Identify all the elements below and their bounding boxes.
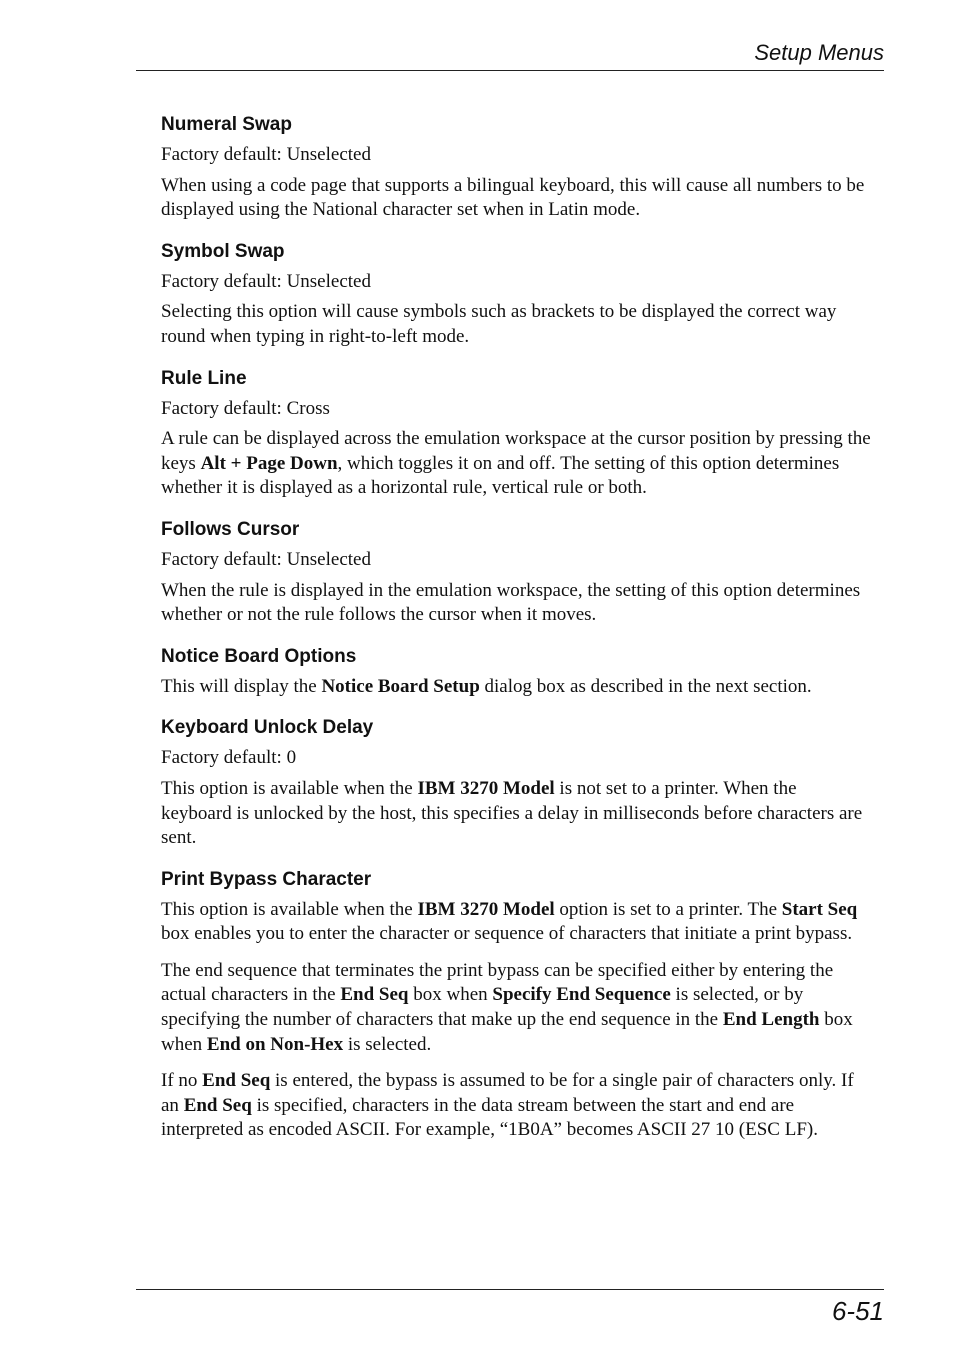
section-heading: Rule Line (161, 367, 247, 389)
ui-term: End Seq (183, 1094, 252, 1116)
section-body: Selecting this option will cause symbols such as brackets to be displayed the correct way round when typing in right-to-left mode. (161, 301, 837, 347)
body-text: is specified, characters in the data stream between the start and end are interpreted as encoded ASCII. For example, “1B0A” becomes ASCII 27 10 (ESC LF). (161, 1094, 818, 1141)
section-numeral-swap (161, 112, 871, 223)
body-text: is entered, the bypass is assumed to be for a single pair of characters only. If an (161, 1070, 854, 1116)
body-text: dialog box as described in the next section. (479, 675, 812, 697)
page-content (161, 112, 871, 1159)
section-symbol-swap (161, 239, 871, 350)
body-text: If no (161, 1070, 203, 1092)
body-text: box when (161, 1009, 853, 1055)
factory-default: Factory default: Cross (161, 397, 330, 419)
body-text: is not set to a printer. When the keyboard is unlocked by the host, this specifies a delay in milliseconds before characters are sent. (161, 777, 863, 849)
section-print-bypass-character (161, 867, 871, 1143)
ui-term: IBM 3270 Model (417, 898, 555, 920)
body-text: box when (408, 984, 493, 1006)
section-heading: Keyboard Unlock Delay (161, 717, 374, 739)
body-text: box enables you to enter the character or sequence of characters that initiate a print bypass. (161, 923, 853, 945)
section-notice-board-options (161, 644, 871, 700)
section-heading: Symbol Swap (161, 240, 285, 262)
factory-default: Factory default: Unselected (161, 270, 371, 292)
body-text: This will display the (161, 675, 322, 697)
body-text: This option is available when the (161, 898, 418, 920)
section-heading: Print Bypass Character (161, 868, 372, 890)
body-text: option is set to a printer. The (554, 898, 782, 920)
ui-term: End on Non-Hex (206, 1033, 344, 1055)
section-body (161, 777, 871, 851)
section-body (161, 898, 871, 947)
factory-default: Factory default: Unselected (161, 144, 371, 165)
ui-term: IBM 3270 Model (417, 777, 555, 799)
body-text: The end sequence that terminates the print bypass can be specified either by entering the actual characters in the (161, 959, 834, 1006)
body-text: A rule can be displayed across the emulation workspace at the cursor position by pressing the keys (161, 428, 871, 474)
section-body: When the rule is displayed in the emulation workspace, the setting of this option determines whether or not the rule follows the cursor when it moves. (161, 579, 861, 626)
factory-default: Factory default: Unselected (161, 548, 371, 570)
body-text: This option is available when the (161, 777, 418, 799)
key-plus: + (225, 452, 247, 474)
key-name: Alt (200, 452, 226, 474)
footer-divider (136, 1289, 884, 1290)
ui-term: End Seq (340, 984, 409, 1006)
section-keyboard-unlock-delay (161, 715, 871, 850)
section-body (161, 675, 871, 700)
section-rule-line (161, 366, 871, 501)
body-text: is selected. (343, 1033, 432, 1055)
running-header-title: Setup Menus (754, 40, 884, 65)
section-heading: Notice Board Options (161, 645, 357, 667)
ui-term: Notice Board Setup (321, 675, 480, 697)
page-number: 6-51 (831, 1296, 884, 1326)
ui-term: Specify End Sequence (492, 984, 671, 1006)
ui-term: Start Seq (781, 898, 858, 920)
body-text: , which toggles it on and off. The setting of this option determines whether it is displayed as a horizontal rule, vertical rule or both. (161, 452, 840, 499)
section-body (161, 1069, 871, 1143)
section-heading: Numeral Swap (161, 114, 292, 135)
factory-default: Factory default: 0 (161, 747, 297, 769)
section-body (161, 427, 871, 501)
key-name: Page Down (246, 452, 338, 474)
header-divider (136, 70, 884, 71)
section-body: When using a code page that supports a bilingual keyboard, this will cause all numbers to be displayed using the National character set when in Latin mode. (161, 174, 865, 221)
section-body (161, 959, 871, 1057)
section-heading: Follows Cursor (161, 518, 300, 540)
ui-term: End Length (722, 1009, 820, 1031)
body-text: is selected, or by specifying the number of characters that make up the end sequence in the (161, 984, 804, 1031)
ui-term: End Seq (202, 1070, 271, 1092)
section-follows-cursor (161, 517, 871, 628)
